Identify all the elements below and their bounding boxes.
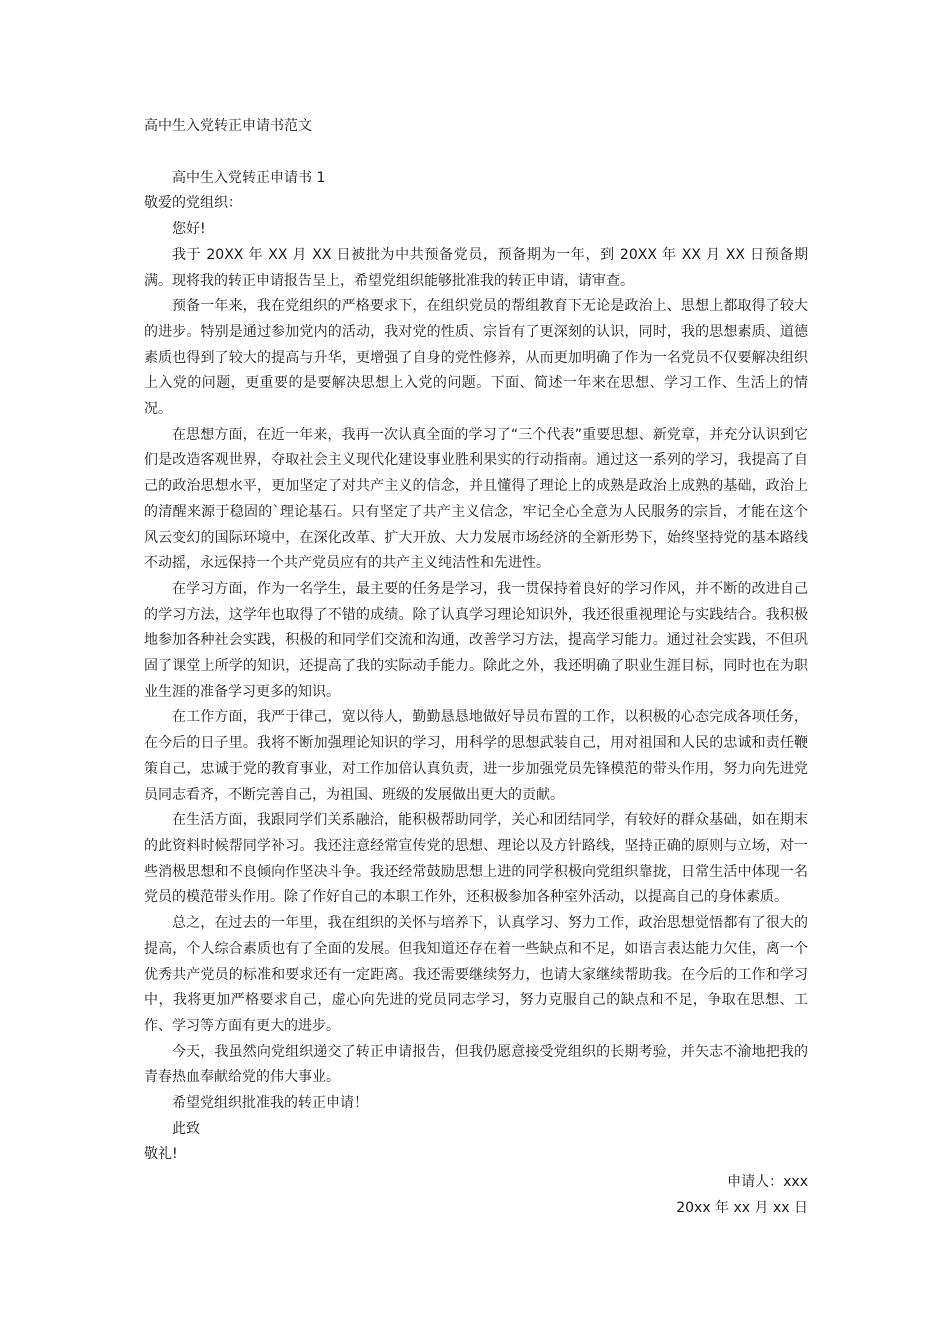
greeting: 您好!	[172, 221, 206, 238]
closing-jing-li: 敬礼!	[144, 1146, 178, 1163]
salutation: 敬爱的党组织：	[144, 195, 242, 212]
signature-block	[144, 1170, 808, 1221]
closing-ci-zhi: 此致	[172, 1120, 200, 1137]
body-paragraph: 在思想方面，在近一年来，我再一次认真全面的学习了“三个代表”重要思想、新党章，并充分认识到它们是改造客观世界，夺取社会主义现代化建设事业胜利果实的行动指南。通过这一系列的学习，我提高了自己的政治思想水平，更加坚定了对共产主义的信念，并且懂得了理论上的成熟是政治上成熟的基础，政治上的清醒来源于稳固的`理论基石。只有坚定了共产主义信念，牢记全心全意为人民服务的宗旨，才能在这个风云变幻的国际环境中，在深化改革、扩大开放、大力发展市场经济的全新形势下，始终坚持党的基本路线不动摇，永远保持一个共产党员应有的共产主义纯洁性和先进性。	[144, 426, 808, 572]
document-page	[144, 114, 808, 1222]
applicant-name: 申请人：xxx	[727, 1174, 808, 1191]
signature-date: 20xx 年 xx 月 xx 日	[676, 1199, 808, 1216]
body-paragraph: 今天，我虽然向党组织递交了转正申请报告，但我仍愿意接受党组织的长期考验，并矢志不渝地把我的青春热血奉献给党的伟大事业。	[144, 1043, 808, 1086]
body-paragraph: 在生活方面，我跟同学们关系融洽，能积极帮助同学，关心和团结同学，有较好的群众基础，如在期末的此资料时候帮同学补习。我还注意经常宣传党的思想、理论以及方针路线，坚持正确的原则与立场，对一些消极思想和不良倾向作坚决斗争。我还经常鼓励思想上进的同学积极向党组织靠拢，日常生活中体现一名党员的模范带头作用。除了作好自己的本职工作外，还积极参加各种室外活动，以提高自己的身体素质。	[144, 812, 808, 906]
letter-subtitle: 高中生入党转正申请书 1	[172, 169, 326, 186]
body-paragraph: 在工作方面，我严于律己，宽以待人，勤勤恳恳地做好导员布置的工作，以积极的心态完成各项任务，在今后的日子里。我将不断加强理论知识的学习，用科学的思想武装自己，用对祖国和人民的忠诚和责任鞭策自己，忠诚于党的教育事业，对工作加倍认真负责，进一步加强党员先锋模范的带头作用，努力向先进党员同志看齐，不断完善自己，为祖国、班级的发展做出更大的贡献。	[144, 709, 808, 803]
body-paragraph: 我于 20XX 年 XX 月 XX 日被批为中共预备党员，预备期为一年，到 20XX 年 XX 月 XX 日预备期满。现将我的转正申请报告呈上，希望党组织能够批准我的转正申请，请审查。	[144, 246, 808, 289]
body-paragraph: 在学习方面，作为一名学生，最主要的任务是学习，我一贯保持着良好的学习作风，并不断的改进自己的学习方法，这学年也取得了不错的成绩。除了认真学习理论知识外，我还很重视理论与实践结合。我积极地参加各种社会实践，积极的和同学们交流和沟通，改善学习方法，提高学习能力。通过社会实践，不但巩固了课堂上所学的知识，还提高了我的实际动手能力。除此之外，我还明确了职业生涯目标，同时也在为职业生涯的准备学习更多的知识。	[144, 580, 808, 700]
body-paragraph: 总之，在过去的一年里，我在组织的关怀与培养下，认真学习、努力工作，政治思想觉悟都有了很大的提高，个人综合素质也有了全面的发展。但我知道还存在着一些缺点和不足，如语言表达能力欠佳，离一个优秀共产党员的标准和要求还有一定距离。我还需要继续努力，也请大家继续帮助我。在今后的工作和学习中，我将更加严格要求自己，虚心向先进的党员同志学习，努力克服自己的缺点和不足，争取在思想、工作、学习等方面有更大的进步。	[144, 915, 808, 1034]
body-paragraph: 预备一年来，我在党组织的严格要求下，在组织党员的帮组教育下无论是政治上、思想上都取得了较大的进步。特别是通过参加党内的活动，我对党的性质、宗旨有了更深刻的认识，同时，我的思想素质、道德素质也得到了较大的提高与升华，更增强了自身的党性修养，从而更加明确了作为一名党员不仅要解决组织上入党的问题，更重要的是要解决思想上入党的问题。下面、简述一年来在思想、学习工作、生活上的情况。	[144, 298, 808, 418]
document-title: 高中生入党转正申请书范文	[144, 118, 312, 134]
closing-request: 希望党组织批准我的转正申请！	[172, 1095, 368, 1112]
